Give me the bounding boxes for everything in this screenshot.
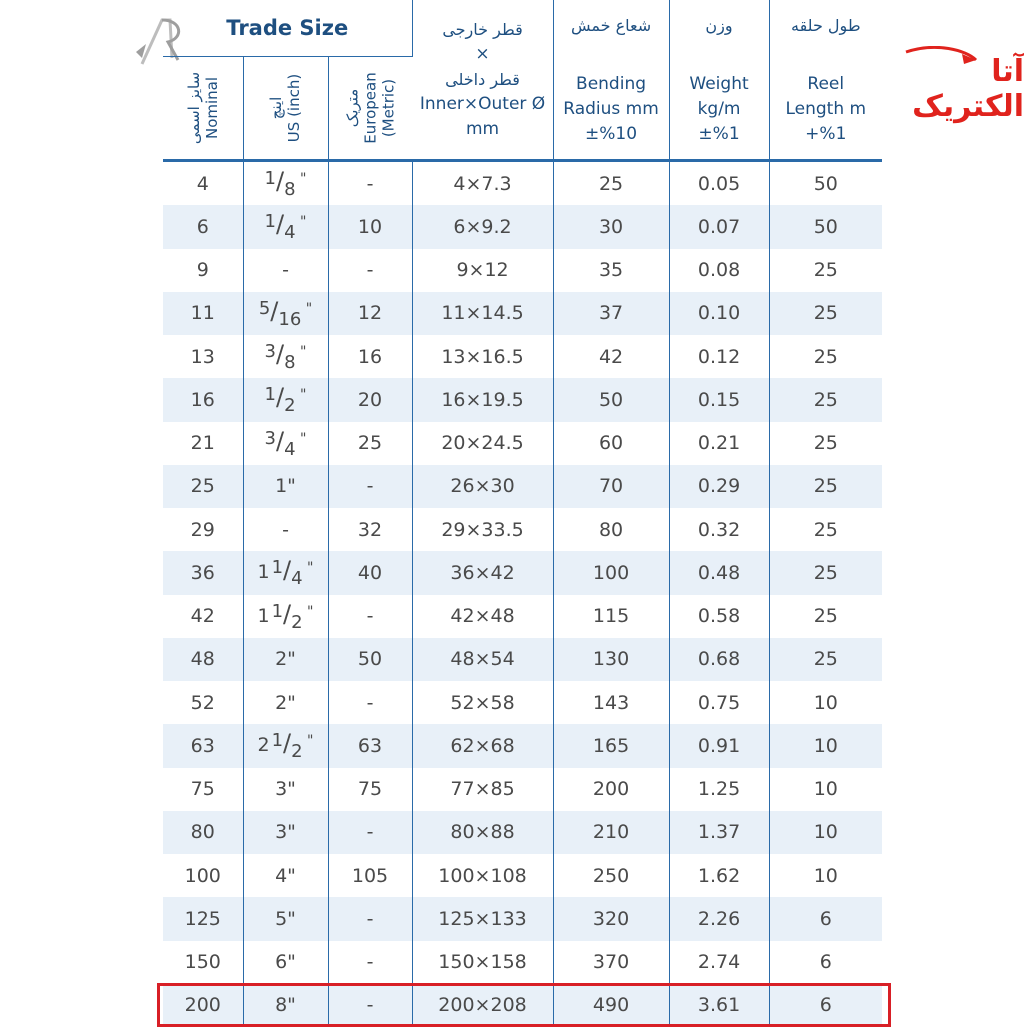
cell-reel: 25 xyxy=(769,378,882,421)
cell-reel: 25 xyxy=(769,292,882,335)
table-row xyxy=(163,205,882,248)
cell-bend: 50 xyxy=(553,378,669,421)
cell-eu: 75 xyxy=(328,768,412,811)
cell-dims: 29×33.5 xyxy=(412,508,553,551)
cell-weight: 0.12 xyxy=(669,335,769,378)
cell-bend: 370 xyxy=(553,941,669,984)
cell-reel: 25 xyxy=(769,249,882,292)
cell-weight: 0.08 xyxy=(669,249,769,292)
cell-dims: 42×48 xyxy=(412,595,553,638)
table-row xyxy=(163,724,882,767)
cell-bend: 200 xyxy=(553,768,669,811)
table-row xyxy=(163,897,882,940)
table-row xyxy=(163,378,882,421)
table-row xyxy=(163,551,882,594)
cell-reel: 25 xyxy=(769,422,882,465)
cell-dims: 150×158 xyxy=(412,941,553,984)
cell-dims: 80×88 xyxy=(412,811,553,854)
cell-weight: 0.58 xyxy=(669,595,769,638)
cell-dims: 48×54 xyxy=(412,638,553,681)
cell-weight: 0.48 xyxy=(669,551,769,594)
cell-bend: 490 xyxy=(553,984,669,1027)
cell-dims: 20×24.5 xyxy=(412,422,553,465)
cell-us: 6" xyxy=(243,941,328,984)
cell-weight: 3.61 xyxy=(669,984,769,1027)
cell-eu: - xyxy=(328,897,412,940)
cell-dims: 52×58 xyxy=(412,681,553,724)
cell-us: $^3/_8$ " xyxy=(243,335,328,378)
cell-reel: 25 xyxy=(769,335,882,378)
cell-reel: 25 xyxy=(769,508,882,551)
cell-weight: 0.68 xyxy=(669,638,769,681)
cell-nominal: 36 xyxy=(163,551,243,594)
cell-dims: 9×12 xyxy=(412,249,553,292)
cell-bend: 25 xyxy=(553,161,669,206)
cell-bend: 143 xyxy=(553,681,669,724)
european-metric-header: متریک European (Metric) xyxy=(328,57,412,161)
cell-reel: 10 xyxy=(769,724,882,767)
cell-us: 1 $^1/_4$ " xyxy=(243,551,328,594)
cell-nominal: 42 xyxy=(163,595,243,638)
cell-nominal: 21 xyxy=(163,422,243,465)
cell-weight: 0.10 xyxy=(669,292,769,335)
cell-bend: 42 xyxy=(553,335,669,378)
diameter-header: قطر خارجی × قطر داخلی Inner×Outer Ø mm xyxy=(412,0,553,161)
cell-eu: 50 xyxy=(328,638,412,681)
cell-bend: 130 xyxy=(553,638,669,681)
table-row xyxy=(163,681,882,724)
cell-us: - xyxy=(243,249,328,292)
us-inch-header: اینچ US (inch) xyxy=(243,57,328,161)
spec-table-body xyxy=(163,161,882,1027)
table-row xyxy=(163,638,882,681)
cell-us: $^5/_{16}$ " xyxy=(243,292,328,335)
cell-reel: 25 xyxy=(769,465,882,508)
cell-bend: 37 xyxy=(553,292,669,335)
cell-weight: 0.05 xyxy=(669,161,769,206)
cell-dims: 16×19.5 xyxy=(412,378,553,421)
cell-weight: 0.32 xyxy=(669,508,769,551)
cell-weight: 0.75 xyxy=(669,681,769,724)
cell-weight: 1.62 xyxy=(669,854,769,897)
brand-logo-text: آتا الکتریک xyxy=(880,54,1024,124)
cell-eu: 40 xyxy=(328,551,412,594)
cell-dims: 125×133 xyxy=(412,897,553,940)
cell-eu: 10 xyxy=(328,205,412,248)
cell-nominal: 48 xyxy=(163,638,243,681)
cell-eu: - xyxy=(328,249,412,292)
table-row xyxy=(163,811,882,854)
cell-bend: 70 xyxy=(553,465,669,508)
weight-header: وزن Weight kg/m ±%1 xyxy=(669,0,769,161)
cell-nominal: 75 xyxy=(163,768,243,811)
cell-eu: - xyxy=(328,595,412,638)
cell-eu: - xyxy=(328,161,412,206)
cell-nominal: 125 xyxy=(163,897,243,940)
cell-reel: 50 xyxy=(769,205,882,248)
cell-bend: 60 xyxy=(553,422,669,465)
cell-us: 2" xyxy=(243,638,328,681)
cell-bend: 115 xyxy=(553,595,669,638)
cell-us: 1 $^1/_2$ " xyxy=(243,595,328,638)
cell-weight: 1.37 xyxy=(669,811,769,854)
cell-reel: 6 xyxy=(769,941,882,984)
cell-dims: 77×85 xyxy=(412,768,553,811)
cell-us: 1" xyxy=(243,465,328,508)
cell-reel: 25 xyxy=(769,551,882,594)
table-row xyxy=(163,941,882,984)
cell-dims: 13×16.5 xyxy=(412,335,553,378)
cell-weight: 0.15 xyxy=(669,378,769,421)
cell-us: 2 $^1/_2$ " xyxy=(243,724,328,767)
table-row xyxy=(163,854,882,897)
cell-weight: 0.21 xyxy=(669,422,769,465)
cell-weight: 0.07 xyxy=(669,205,769,248)
cell-reel: 6 xyxy=(769,984,882,1027)
cell-reel: 10 xyxy=(769,854,882,897)
table-row xyxy=(163,161,882,206)
cell-nominal: 13 xyxy=(163,335,243,378)
cell-dims: 100×108 xyxy=(412,854,553,897)
table-row xyxy=(163,335,882,378)
cell-eu: - xyxy=(328,941,412,984)
cell-eu: - xyxy=(328,984,412,1027)
cell-reel: 10 xyxy=(769,681,882,724)
cell-dims: 62×68 xyxy=(412,724,553,767)
cell-nominal: 200 xyxy=(163,984,243,1027)
cell-bend: 30 xyxy=(553,205,669,248)
cell-reel: 50 xyxy=(769,161,882,206)
cell-dims: 200×208 xyxy=(412,984,553,1027)
table-row xyxy=(163,422,882,465)
cell-bend: 320 xyxy=(553,897,669,940)
cell-eu: - xyxy=(328,681,412,724)
table-row xyxy=(163,465,882,508)
cell-eu: 32 xyxy=(328,508,412,551)
trade-size-header: Trade Size xyxy=(163,0,412,57)
cell-reel: 10 xyxy=(769,811,882,854)
cell-us: $^1/_4$ " xyxy=(243,205,328,248)
cell-nominal: 63 xyxy=(163,724,243,767)
cell-us: 2" xyxy=(243,681,328,724)
nominal-header: سایز اسمی Nominal xyxy=(163,57,243,161)
cell-eu: 20 xyxy=(328,378,412,421)
cell-nominal: 100 xyxy=(163,854,243,897)
cell-nominal: 52 xyxy=(163,681,243,724)
cell-nominal: 4 xyxy=(163,161,243,206)
bending-radius-header: شعاع خمش Bending Radius mm ±%10 xyxy=(553,0,669,161)
cell-bend: 210 xyxy=(553,811,669,854)
cell-dims: 4×7.3 xyxy=(412,161,553,206)
table-row xyxy=(163,508,882,551)
cell-reel: 25 xyxy=(769,638,882,681)
cell-bend: 100 xyxy=(553,551,669,594)
cell-nominal: 9 xyxy=(163,249,243,292)
cell-eu: - xyxy=(328,811,412,854)
cell-us: - xyxy=(243,508,328,551)
table-row xyxy=(163,249,882,292)
cell-eu: 25 xyxy=(328,422,412,465)
cell-nominal: 25 xyxy=(163,465,243,508)
cell-nominal: 16 xyxy=(163,378,243,421)
cell-us: 4" xyxy=(243,854,328,897)
cell-nominal: 29 xyxy=(163,508,243,551)
cell-weight: 2.74 xyxy=(669,941,769,984)
cell-dims: 11×14.5 xyxy=(412,292,553,335)
cell-weight: 0.29 xyxy=(669,465,769,508)
cell-weight: 0.91 xyxy=(669,724,769,767)
cell-weight: 2.26 xyxy=(669,897,769,940)
cell-bend: 35 xyxy=(553,249,669,292)
cell-nominal: 80 xyxy=(163,811,243,854)
cell-us: 5" xyxy=(243,897,328,940)
cell-bend: 80 xyxy=(553,508,669,551)
table-row xyxy=(163,292,882,335)
cell-reel: 25 xyxy=(769,595,882,638)
cell-dims: 6×9.2 xyxy=(412,205,553,248)
cell-eu: 105 xyxy=(328,854,412,897)
cell-eu: - xyxy=(328,465,412,508)
cell-nominal: 11 xyxy=(163,292,243,335)
highlight-row-box xyxy=(157,983,891,1027)
spec-table xyxy=(163,0,882,1027)
cell-bend: 165 xyxy=(553,724,669,767)
cell-eu: 16 xyxy=(328,335,412,378)
cell-bend: 250 xyxy=(553,854,669,897)
table-row xyxy=(163,595,882,638)
cell-nominal: 150 xyxy=(163,941,243,984)
table-row xyxy=(163,768,882,811)
cell-eu: 12 xyxy=(328,292,412,335)
cell-eu: 63 xyxy=(328,724,412,767)
cell-us: $^1/_2$ " xyxy=(243,378,328,421)
cell-dims: 26×30 xyxy=(412,465,553,508)
cell-reel: 10 xyxy=(769,768,882,811)
cell-reel: 6 xyxy=(769,897,882,940)
cell-nominal: 6 xyxy=(163,205,243,248)
reel-length-header: طول حلقه Reel Length m +%1 xyxy=(769,0,882,161)
cell-dims: 36×42 xyxy=(412,551,553,594)
cell-us: 3" xyxy=(243,811,328,854)
cell-us: $^1/_8$ " xyxy=(243,161,328,206)
cell-us: $^3/_4$ " xyxy=(243,422,328,465)
cell-weight: 1.25 xyxy=(669,768,769,811)
cell-us: 3" xyxy=(243,768,328,811)
cell-us: 8" xyxy=(243,984,328,1027)
